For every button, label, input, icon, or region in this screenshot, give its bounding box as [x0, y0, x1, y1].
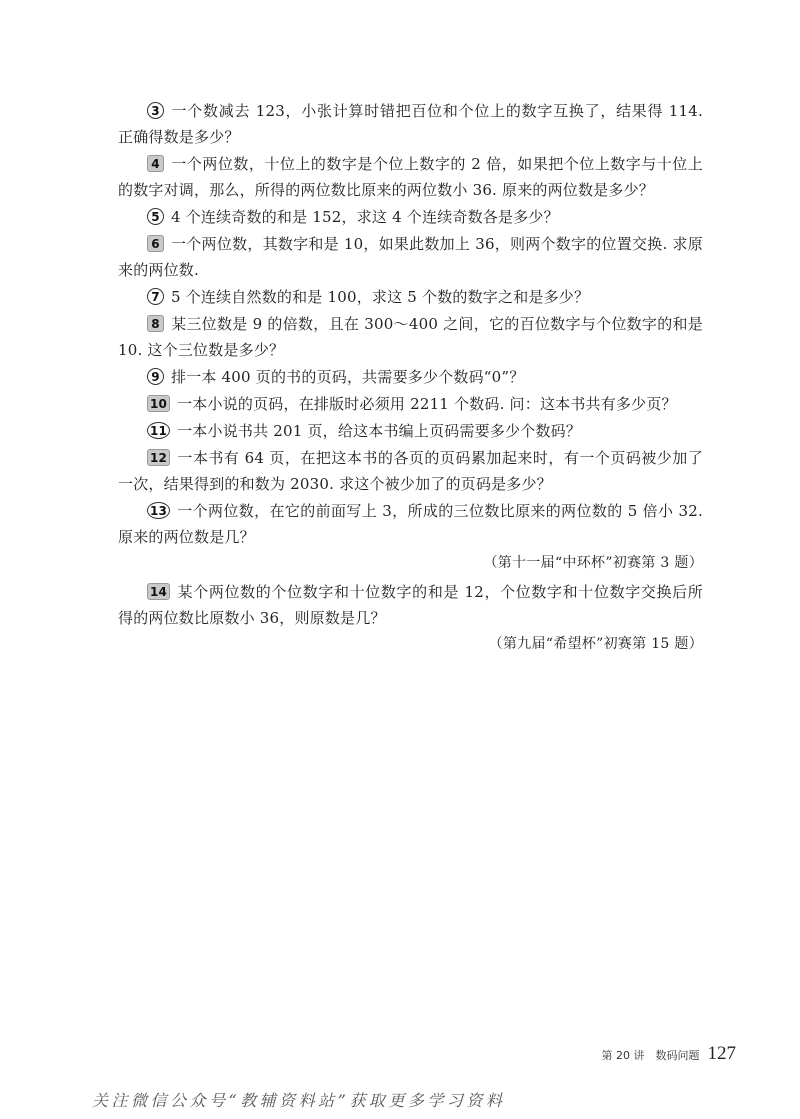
problem-list: [118, 98, 703, 660]
problem-number: 11: [147, 422, 170, 439]
problem-8: [118, 311, 703, 363]
problem-source: （第九届“希望杯”初赛第 15 题）: [488, 636, 703, 652]
chapter-label: 第 20 讲 数码问题: [601, 1049, 700, 1062]
problem-text: 4 个连续奇数的和是 152，求这 4 个连续奇数各是多少？: [171, 208, 559, 226]
problem-text: 一个两位数，十位上的数字是个位上数字的 2 倍，如果把个位上数字与十位上的数字对调，那么，所得的两位数比原来的两位数小 36. 原来的两位数是多少？: [118, 155, 703, 199]
problem-number: 13: [147, 502, 170, 519]
problem-text: 一本书有 64 页，在把这本书的各页的页码累加起来时，有一个页码被少加了一次，结果得到的和数为 2030. 求这个被少加了的页码是多少？: [118, 449, 703, 493]
problem-9: [118, 364, 703, 390]
problem-text: 一本小说书共 201 页，给这本书编上页码需要多少个数码？: [177, 422, 582, 440]
problem-4: [118, 151, 703, 203]
problem-3: [118, 98, 703, 150]
watermark-text: 关注微信公众号“教辅资料站”获取更多学习资料: [92, 1091, 506, 1110]
problem-number: 3: [147, 102, 164, 119]
problem-number: 12: [147, 449, 170, 466]
problem-14: [118, 579, 703, 631]
page-footer: [602, 1043, 737, 1065]
problem-text: 一个两位数，其数字和是 10，如果此数加上 36，则两个数字的位置交换. 求原来的两位数.: [118, 235, 703, 279]
problem-text: 某个两位数的个位数字和十位数字的和是 12，个位数字和十位数字交换后所得的两位数比原数小 36，则原数是几？: [118, 583, 703, 627]
problem-13: [118, 498, 703, 550]
problem-6: [118, 231, 703, 283]
page-number: 127: [707, 1043, 736, 1064]
problem-text: 一个数减去 123，小张计算时错把百位和个位上的数字互换了，结果得 114. 正确得数是多少？: [118, 102, 703, 146]
problem-number: 6: [147, 235, 164, 252]
problem-number: 8: [147, 315, 164, 332]
problem-text: 某三位数是 9 的倍数，且在 300～400 之间，它的百位数字与个位数字的和是 10. 这个三位数是多少？: [118, 315, 703, 359]
problem-text: 排一本 400 页的书的页码，共需要多少个数码“0”？: [171, 368, 525, 386]
problem-12: [118, 445, 703, 497]
problem-text: 一个两位数，在它的前面写上 3，所成的三位数比原来的两位数的 5 倍小 32. 原来的两位数是几？: [118, 502, 703, 546]
problem-number: 7: [147, 288, 164, 305]
problem-5: [118, 204, 703, 230]
problem-7: [118, 284, 703, 310]
problem-text: 5 个连续自然数的和是 100，求这 5 个数的数字之和是多少？: [171, 288, 590, 306]
problem-number: 5: [147, 208, 164, 225]
problem-source: （第十一届“中环杯”初赛第 3 题）: [483, 555, 703, 571]
problem-11: [118, 418, 703, 444]
problem-number: 10: [147, 395, 170, 412]
problem-number: 4: [147, 155, 164, 172]
problem-text: 一本小说的页码，在排版时必须用 2211 个数码. 问：这本书共有多少页？: [177, 395, 677, 413]
problem-10: [118, 391, 703, 417]
problem-number: 9: [147, 368, 164, 385]
problem-number: 14: [147, 583, 170, 600]
